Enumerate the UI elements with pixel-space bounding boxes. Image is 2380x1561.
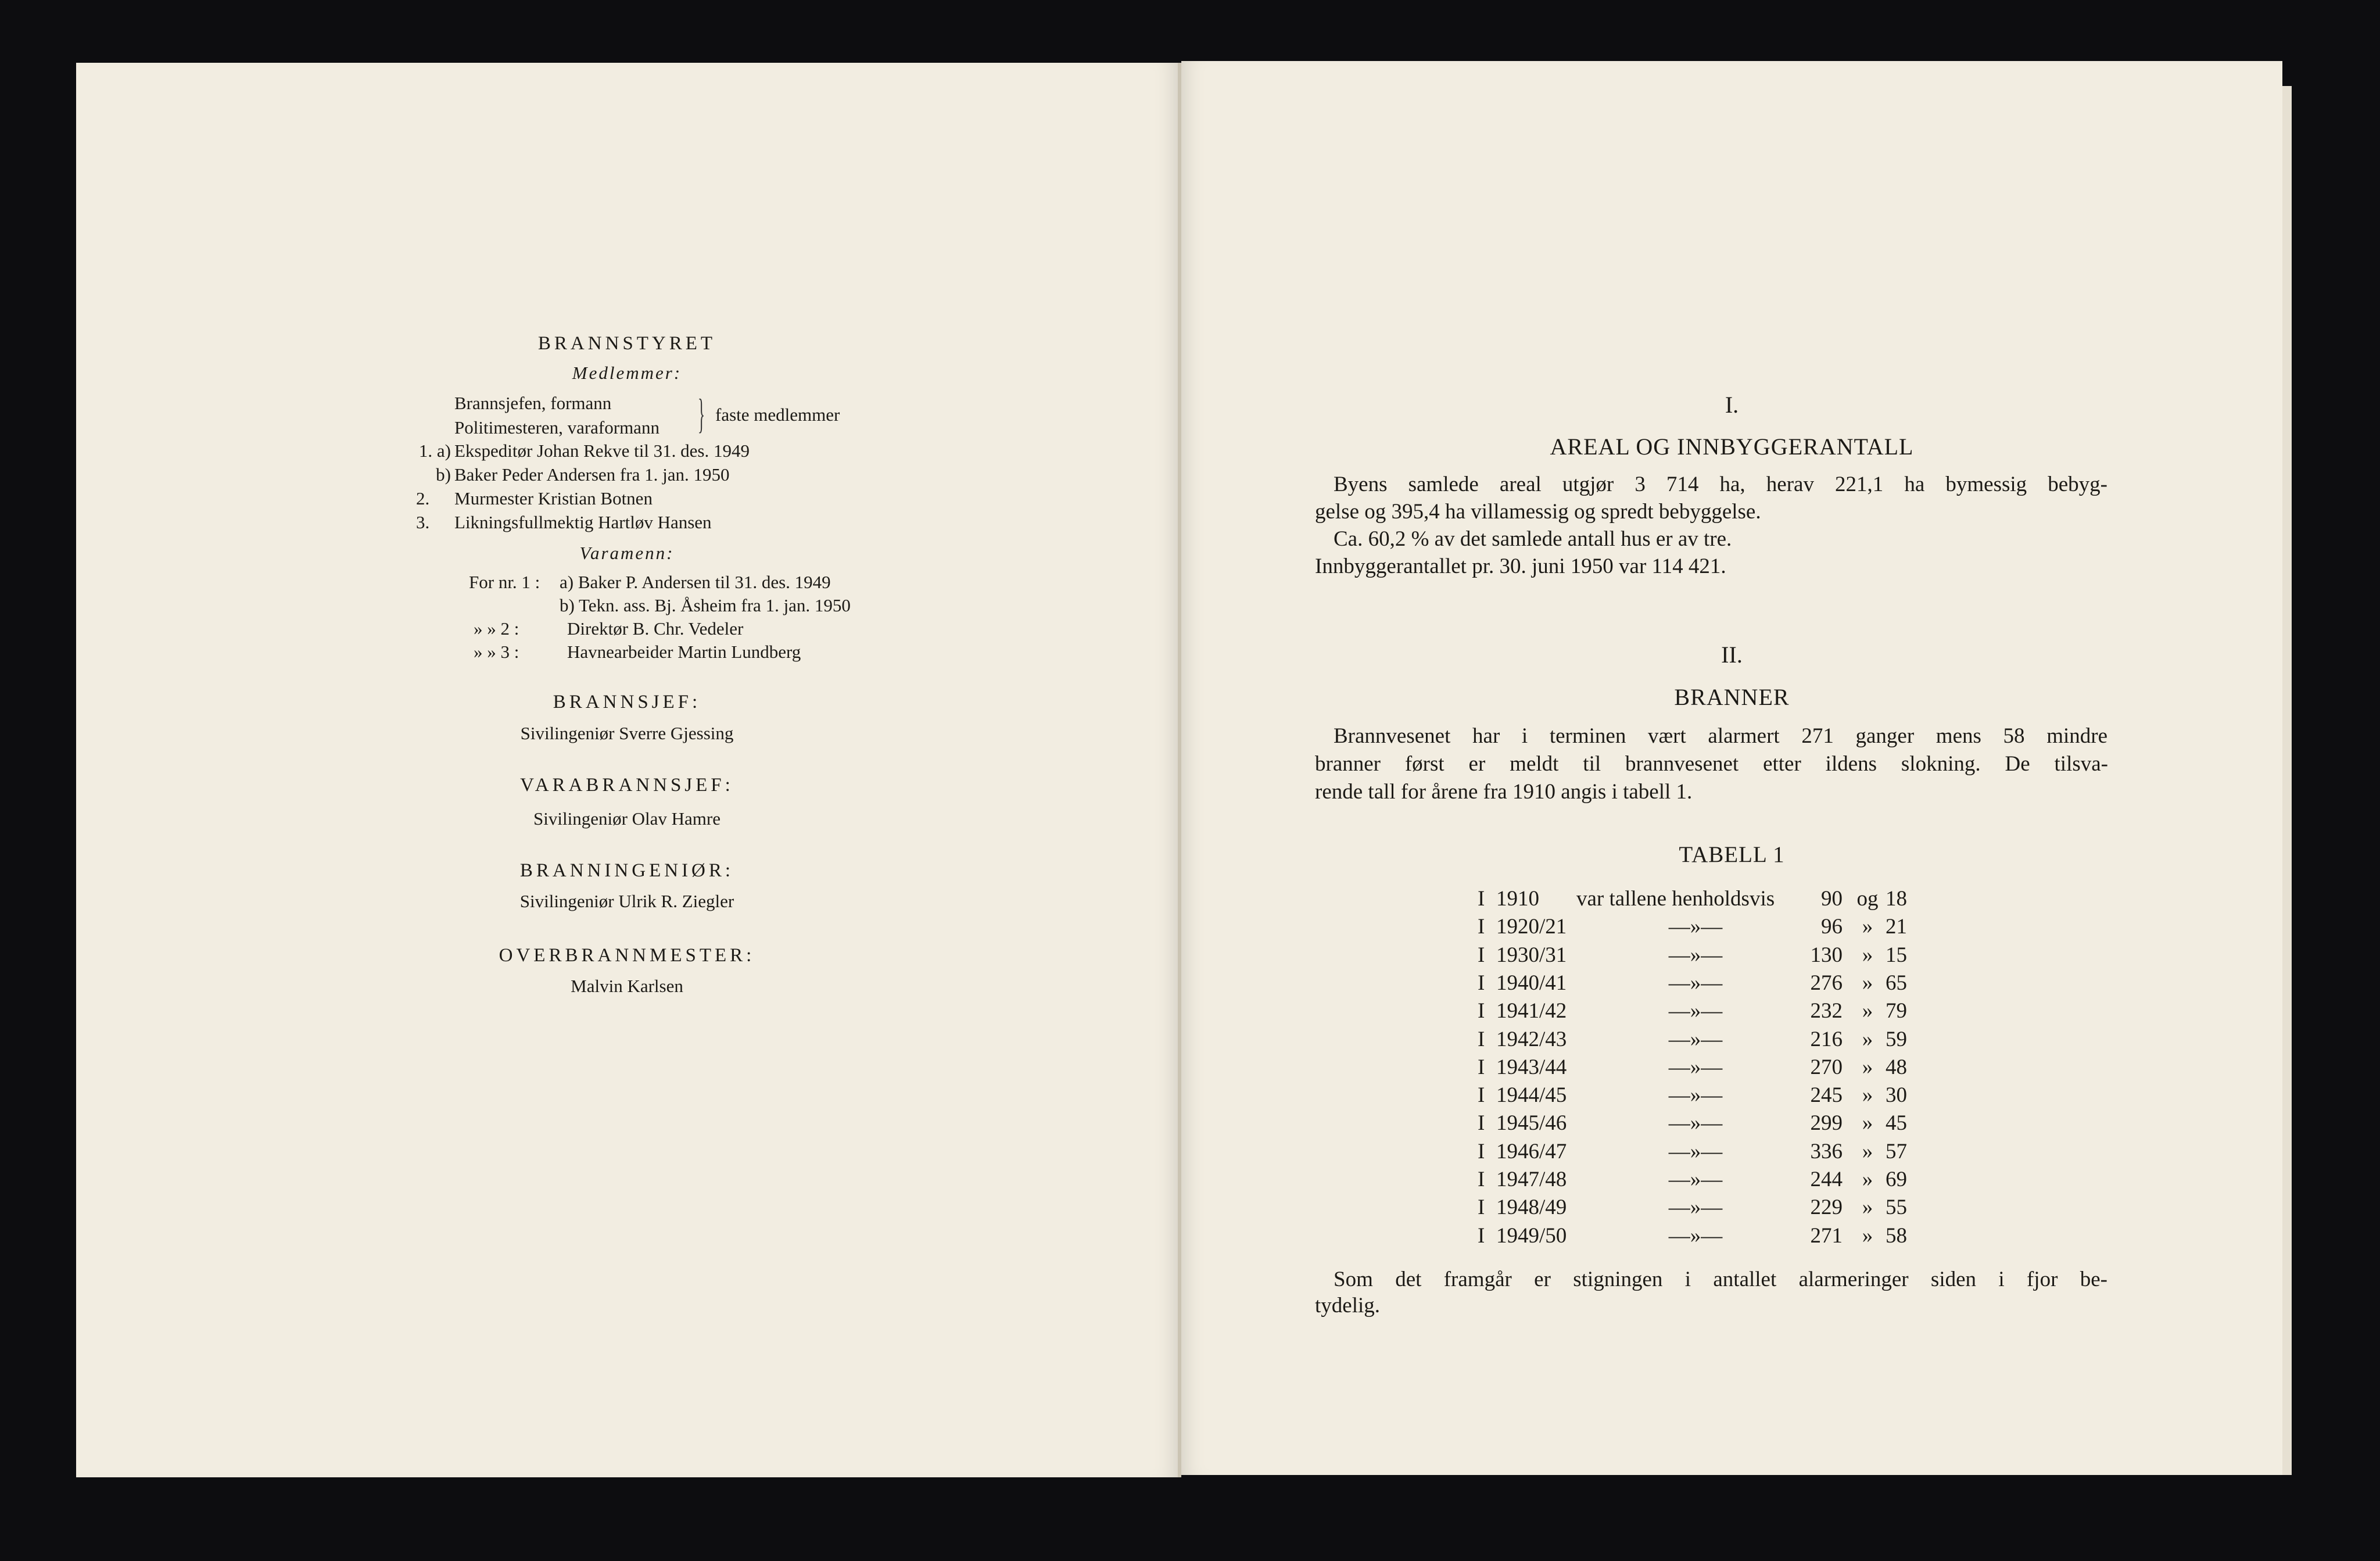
row-prefix: I (1478, 1055, 1485, 1079)
row-prefix: I (1478, 999, 1485, 1023)
row-value-b: 45 (1886, 1111, 1907, 1136)
board-title: BRANNSTYRET (537, 333, 716, 354)
deputy-text: Direktør B. Chr. Vedeler (567, 618, 744, 639)
paragraph-line: Byens samlede areal utgjør 3 714 ha, herav 221,1 ha bymessig bebyg- (1334, 472, 2107, 496)
paragraph-line: gelse og 395,4 ha villamessig og spredt bebyggelse. (1315, 500, 1761, 524)
member-number: b) (436, 464, 451, 485)
row-ditto: —»— (1668, 1111, 1723, 1136)
paragraph-line: rende tall for årene fra 1910 angis i tabell 1. (1315, 780, 1693, 804)
deputy-text: b) Tekn. ass. Bj. Åsheim fra 1. jan. 1950 (560, 595, 851, 615)
row-separator: » (1862, 1055, 1873, 1079)
row-prefix: I (1478, 1027, 1485, 1051)
member-text: Ekspeditør Johan Rekve til 31. des. 1949 (454, 441, 750, 461)
paragraph-line: branner først er meldt til brannvesenet etter ildens slokning. De tilsva- (1315, 752, 2108, 776)
deputy-text: a) Baker P. Andersen til 31. des. 1949 (560, 572, 831, 592)
row-ditto: —»— (1668, 1027, 1723, 1051)
row-value-a: 299 (1810, 1111, 1843, 1136)
row-value-b: 21 (1886, 915, 1907, 939)
row-value-b: 18 (1886, 887, 1907, 911)
row-prefix: I (1478, 915, 1485, 939)
row-ditto: —»— (1668, 1223, 1723, 1248)
role-name: Malvin Karlsen (571, 976, 683, 996)
row-separator: » (1862, 1168, 1873, 1191)
row-prefix: I (1478, 1195, 1485, 1220)
member-text: Baker Peder Andersen fra 1. jan. 1950 (454, 464, 730, 485)
row-prefix: I (1478, 1223, 1485, 1248)
row-value-a: 244 (1810, 1168, 1843, 1191)
row-separator: » (1862, 1223, 1873, 1248)
row-period: 1945/46 (1496, 1111, 1567, 1136)
row-ditto: —»— (1668, 1168, 1723, 1191)
row-value-a: 336 (1810, 1139, 1843, 1163)
row-separator: » (1862, 1111, 1873, 1136)
row-ditto: —»— (1668, 915, 1723, 939)
row-separator: » (1862, 915, 1873, 939)
row-separator: » (1862, 1083, 1873, 1108)
section-number: I. (1725, 392, 1739, 418)
row-value-a: 130 (1810, 943, 1843, 967)
row-ditto: —»— (1668, 971, 1723, 995)
role-title: VARABRANNSJEF: (520, 775, 734, 796)
row-prefix: I (1478, 1139, 1485, 1163)
row-ditto: —»— (1668, 1139, 1723, 1163)
member-text: Likningsfullmektig Hartløv Hansen (454, 512, 712, 532)
permanent-member: Politimesteren, varaformann (454, 417, 659, 438)
row-value-b: 48 (1886, 1055, 1907, 1079)
row-prefix: I (1478, 1111, 1485, 1136)
row-value-a: 96 (1821, 915, 1843, 939)
role-title: BRANNSJEF: (553, 692, 701, 713)
permanent-label: faste medlemmer (715, 404, 840, 425)
row-value-b: 57 (1886, 1139, 1907, 1163)
row-value-a: 229 (1810, 1195, 1843, 1220)
row-prefix: I (1478, 943, 1485, 967)
section-title: BRANNER (1674, 684, 1790, 710)
paragraph-line: Ca. 60,2 % av det samlede antall hus er av tre. (1334, 527, 1732, 551)
row-value-b: 15 (1886, 943, 1907, 967)
row-separator: » (1862, 1195, 1873, 1220)
member-number: 1. a) (418, 441, 451, 461)
row-value-b: 55 (1886, 1195, 1907, 1220)
row-separator: » (1862, 971, 1873, 995)
row-period: 1943/44 (1496, 1055, 1567, 1079)
paragraph-line: Innbyggerantallet pr. 30. juni 1950 var 114 421. (1315, 554, 1726, 578)
row-separator: » (1862, 1139, 1873, 1163)
row-period: 1942/43 (1496, 1027, 1567, 1051)
row-period: 1910 (1496, 887, 1539, 911)
row-value-a: 232 (1810, 999, 1843, 1023)
row-separator: » (1862, 999, 1873, 1023)
member-text: Murmester Kristian Botnen (454, 488, 653, 509)
row-period: 1947/48 (1496, 1168, 1567, 1191)
row-period: 1920/21 (1496, 915, 1567, 939)
table-title: TABELL 1 (1679, 842, 1785, 867)
member-number: 2. (416, 488, 430, 509)
row-value-a: 270 (1810, 1055, 1843, 1079)
row-period: 1948/49 (1496, 1195, 1567, 1220)
row-value-b: 58 (1886, 1223, 1907, 1248)
row-prefix: I (1478, 1083, 1485, 1108)
row-period: 1946/47 (1496, 1139, 1567, 1163)
row-value-a: 271 (1810, 1223, 1843, 1248)
row-value-b: 30 (1886, 1083, 1907, 1108)
row-value-a: 90 (1821, 887, 1843, 911)
row-period: 1930/31 (1496, 943, 1567, 967)
right-page (1181, 61, 2282, 1475)
row-value-b: 69 (1886, 1168, 1907, 1191)
row-prefix: I (1478, 887, 1485, 911)
role-name: Sivilingeniør Ulrik R. Ziegler (519, 891, 734, 911)
row-ditto: —»— (1668, 1055, 1723, 1079)
deputy-prefix: For nr. 1 : (469, 572, 540, 592)
row-ditto: var tallene henholdsvis (1576, 887, 1775, 911)
paragraph-line: tydelig. (1315, 1294, 1381, 1317)
role-name: Sivilingeniør Olav Hamre (533, 808, 721, 829)
row-prefix: I (1478, 1168, 1485, 1191)
row-value-a: 245 (1810, 1083, 1843, 1108)
row-period: 1949/50 (1496, 1223, 1567, 1248)
permanent-member: Brannsjefen, formann (454, 393, 612, 413)
page-edge (2282, 86, 2292, 1475)
paragraph-line: Brannvesenet har i terminen vært alarmert 271 ganger mens 58 mindre (1334, 724, 2107, 748)
row-ditto: —»— (1668, 1195, 1723, 1220)
row-separator: og (1856, 887, 1879, 911)
row-ditto: —»— (1668, 943, 1723, 967)
role-name: Sivilingeniør Sverre Gjessing (520, 723, 734, 743)
row-value-a: 216 (1810, 1027, 1843, 1051)
role-title: OVERBRANNMESTER: (499, 945, 755, 966)
row-period: 1941/42 (1496, 999, 1567, 1023)
paragraph-line: Som det framgår er stigningen i antallet alarmeringer siden i fjor be- (1334, 1268, 2107, 1291)
member-number: 3. (416, 512, 430, 532)
deputy-prefix: » » 2 : (474, 618, 519, 639)
deputies-heading: Varamenn: (579, 543, 675, 563)
deputy-text: Havnearbeider Martin Lundberg (567, 642, 801, 662)
brace-icon: } (698, 391, 705, 437)
row-value-b: 59 (1886, 1027, 1907, 1051)
row-ditto: —»— (1668, 999, 1723, 1023)
row-value-b: 65 (1886, 971, 1907, 995)
row-value-b: 79 (1886, 999, 1907, 1023)
role-title: BRANNINGENIØR: (519, 860, 734, 881)
row-value-a: 276 (1810, 971, 1843, 995)
members-heading: Medlemmer: (572, 363, 682, 383)
row-prefix: I (1478, 971, 1485, 995)
deputy-prefix: » » 3 : (474, 642, 519, 662)
row-separator: » (1862, 1027, 1873, 1051)
row-ditto: —»— (1668, 1083, 1723, 1108)
row-period: 1944/45 (1496, 1083, 1567, 1108)
section-number: II. (1721, 642, 1743, 668)
row-period: 1940/41 (1496, 971, 1567, 995)
row-separator: » (1862, 943, 1873, 967)
section-title: AREAL OG INNBYGGERANTALL (1550, 434, 1914, 460)
left-page (76, 63, 1178, 1477)
